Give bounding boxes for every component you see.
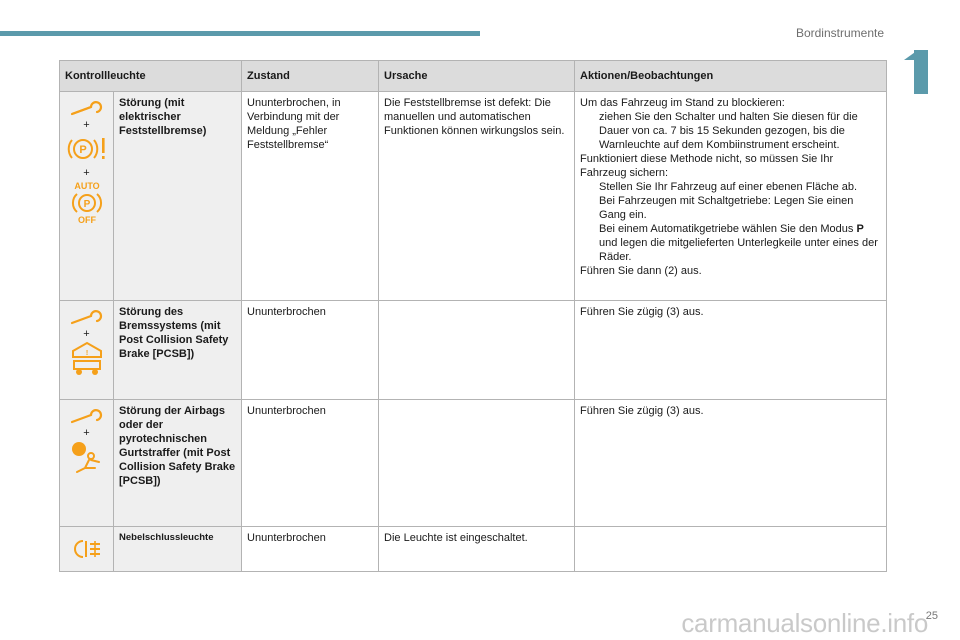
table-row [60,301,887,400]
table-header-row [60,61,887,92]
svg-text:AUTO: AUTO [73,181,100,191]
auto-parking-brake-off-icon [69,180,105,224]
action-text: Führen Sie dann (2) aus. [580,265,702,277]
icon-cell [60,527,114,572]
state-cell: Ununterbrochen [242,301,379,400]
plus-sign: + [83,427,90,439]
service-wrench-icon [69,307,105,327]
svg-text:P: P [78,144,87,156]
warning-name: Störung des Bremssystems (mit Post Collision Safety Brake [PCSB]) [114,301,242,400]
action-bullet: Bei einem Automatikgetriebe wählen Sie den Modus P und legen die mitgelieferten Unterlegkeile unter eines der Räder. [599,223,878,263]
plus-sign: + [83,167,90,179]
svg-text:OFF: OFF [77,215,96,224]
table-row [60,92,887,301]
section-title: Bordinstrumente [795,26,884,40]
warning-name: Nebelschlussleuchte [114,527,242,572]
action-bullet: Stellen Sie Ihr Fahrzeug auf einer ebenen Fläche ab. [599,181,858,193]
action-bullet: ziehen Sie den Schalter und halten Sie diesen für die Dauer von ca. 7 bis 15 Sekunden gezogen, bis die Warnleuchte auf dem Kombiinstrument erscheint. [599,111,858,151]
cause-cell [379,400,575,527]
state-cell: Ununterbrochen [242,400,379,527]
svg-text:!: ! [85,350,88,357]
icon-cell [60,301,114,400]
plus-sign: + [83,119,90,131]
watermark: carmanualsonline.info [681,608,928,638]
table-row [60,400,887,527]
rear-fog-light-icon [71,538,103,560]
action-text: Funktioniert diese Methode nicht, so müssen Sie Ihr Fahrzeug sichern: [580,153,834,179]
service-wrench-icon [69,406,105,426]
cause-cell: Die Leuchte ist eingeschaltet. [379,527,575,572]
icon-cell [60,400,114,527]
svg-text:P: P [83,199,90,210]
cause-cell [379,301,575,400]
page-number: 25 [925,610,938,622]
warning-lights-table [59,60,887,572]
chapter-number-badge [904,50,930,94]
column-header-warning-light: Kontrollleuchte [60,61,242,92]
column-header-state: Zustand [242,61,379,92]
state-cell: Ununterbrochen, in Verbindung mit der Meldung „Fehler Feststellbremse“ [242,92,379,301]
cause-cell: Die Feststellbremse ist defekt: Die manuellen und automatischen Funktionen können wirkungslos sein. [379,92,575,301]
airbag-fault-icon [69,440,105,476]
action-text: Um das Fahrzeug im Stand zu blockieren: [580,97,785,109]
header-accent-bar [0,31,480,36]
actions-cell [575,527,887,572]
brake-system-fault-icon [70,341,104,377]
column-header-actions: Aktionen/Beobachtungen [575,61,887,92]
service-wrench-icon [69,98,105,118]
actions-cell: Führen Sie zügig (3) aus. [575,400,887,527]
table-row [60,527,887,572]
action-bullet: Bei Fahrzeugen mit Schaltgetriebe: Legen Sie einen Gang ein. [599,195,854,221]
icon-cell [60,92,114,301]
actions-cell [575,92,887,301]
state-cell: Ununterbrochen [242,527,379,572]
warning-name: Störung (mit elektrischer Feststellbremse) [114,92,242,301]
column-header-cause: Ursache [379,61,575,92]
actions-cell: Führen Sie zügig (3) aus. [575,301,887,400]
plus-sign: + [83,328,90,340]
parking-brake-fault-icon [67,132,107,166]
warning-name: Störung der Airbags oder der pyrotechnischen Gurtstraffer (mit Post Collision Safety Brake [PCSB]) [114,400,242,527]
